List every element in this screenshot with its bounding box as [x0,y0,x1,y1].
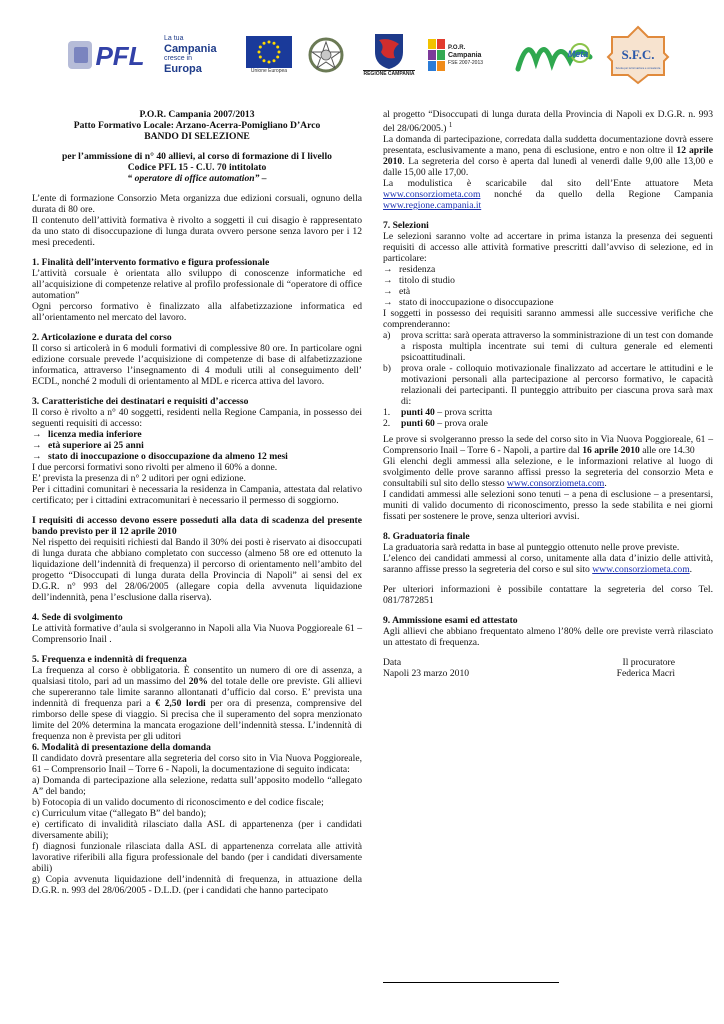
list-item: → titolo di studio [383,275,455,287]
section-2-p1: Il corso si articolerà in 6 moduli formativi di complessive 80 ore. In particolare ogni edizione corsuale prevede l’acquisizione di competenze di base di alfabetizzazione informatica, attraverso l’insegnamento di 4 moduli utili al conseguimento dell’ ECDL, nonché 2 moduli di orientamento al MDL e ricerca attiva del lavoro. [32,343,362,387]
campania-europa-logo: La tua Campania cresce in Europa [164,35,217,75]
por-campania-logo: P.O.R. Campania FSE 2007-2013 [428,24,502,86]
meta-logo [514,24,594,86]
section-7-title: 7. Selezioni [383,220,429,232]
section-6-p1: Il candidato dovrà presentare alla segreteria del corso sito in Via Nuova Poggioreale, 61 – Comprensorio Inail – Torre 6 - Napoli, la documentazione di seguito indicata: [32,753,362,775]
requirements-reserve: Nel rispetto dei requisiti richiesti dal Bando il 30% dei posti è riservato ai disoccupati di lunga durata che abbiano completato con successo (almeno 58 ore ed ottenuto la liquidazione dell’indennità di frequenza) il percorso di orientamento nell’ambito del progetto “Disoccupati di lunga durata della Provincia di Napoli” ai sensi del ex D.G.R. n° 993 del 28/06/2005 (allegare copia della avvenuta liquidazione dell’indennità, pena l’esclusione dalla riserva). [32,537,362,603]
section-4-p1: Le attività formative d’aula si svolgeranno in Napoli alla Via Nuova Poggioreale 61 – Comprensorio Inail . [32,623,362,645]
section-8-p3: Per ulteriori informazioni è possibile contattare la segreteria del corso Tel. 081/7872851 [383,584,713,607]
section-7-p2: I soggetti in possesso dei requisiti saranno ammessi alle successive verifiche che comprenderanno: [383,308,713,331]
section-3-p2: I due percorsi formativi sono rivolti per almeno il 60% a donne. [32,462,278,473]
section-6-item-a: a) Domanda di partecipazione alla selezione, redatta sull’apposito modello “allegato A” del bando; [32,775,362,797]
header-line-4: per l’ammissione di n° 40 allievi, al corso di formazione di I livello [62,151,332,162]
section-3-p1: Il corso è rivolto a n° 40 soggetti, residenti nella Regione Campania, in possesso dei seguenti requisiti di accesso: [32,407,362,429]
intro-p1: L’ente di formazione Consorzio Meta organizza due edizioni corsuali, ognuno della durata di 80 ore. [32,193,362,215]
section-7-p1: Le selezioni saranno volte ad accertare in prima istanza la presenza dei seguenti requisiti di accesso alle attività formative prescritti dall’avviso di selezione, ed in particolare: [383,231,713,265]
section-8-title: 8. Graduatoria finale [383,531,470,543]
section-6-p2: La domanda di partecipazione, corredata dalla suddetta documentazione dovrà essere presentata, esclusivamente a mano, pena di esclusione, entro e non oltre il 12 aprile 2010. La segreteria del corso è aperta dal lunedì al venerdì dalle 9,00 alle 13,00 e dalle 15,00 alle 17,00. [383,134,713,179]
section-8-p2: L’elenco dei candidati ammessi al corso, unitamente alla data d’inizio delle attività, saranno affisse presso la segreteria del corso e sul sito www.consorziometa.com. [383,553,713,576]
section-3-p3: E’ prevista la presenza di n° 2 uditori per ogni edizione. [32,473,246,484]
arrow-icon: → [32,429,42,440]
sfc-logo [606,24,670,86]
arrow-icon: → [383,286,393,298]
eu-stars-icon [246,36,292,68]
arrow-icon: → [32,440,42,451]
regione-website-link[interactable]: www.regione.campania.it [383,200,482,212]
section-7-p3: Le prove si svolgeranno presso la sede del corso sito in Via Nuova Poggioreale, 61 – Comprensorio Inail – Torre 6 - Napoli, a partire dal 16 aprile 2010 alle ore 14.30 [383,434,713,457]
section-1-p2: Ogni percorso formativo è finalizzato alla alfabetizzazione informatica ed all’orientamento nel mercato del lavoro. [32,301,362,323]
section-3-title: 3. Caratteristiche dei destinatari e requisiti d’accesso [32,396,249,407]
signature-row-1 [383,657,713,668]
section-7-p4: Gli elenchi degli ammessi alla selezione, e le informazioni relative al luogo di svolgimento delle prove saranno affissi presso la segreteria del consorzio Meta e consultabili sul sito dello stesso www.consorziometa.com. [383,456,713,490]
list-item: → età superiore ai 25 anni [32,440,144,451]
list-item: a) prova scritta: sarà operata attraverso la somministrazione di un test con domande a risposta multipla incentrate sui temi di cultura generale ed elementi psicoattitudinali. [383,330,713,364]
section-3-p4: Per i cittadini comunitari è necessaria la residenza in Campania, attestata dal relativo certificato; per i cittadini extracomunitari è necessario il permesso di soggiorno. [32,484,362,506]
header-line-1: P.O.R. Campania 2007/2013 [139,109,255,120]
por-color-blocks [428,39,445,71]
arrow-icon: → [383,275,393,287]
procuratore-label: Il procuratore [622,657,675,669]
intro-p2: Il contenuto dell’attività formativa è rivolto a soggetti il cui disagio è rappresentato da uno stato di disoccupazione di lunga durata ovvero persone senza lavoro per i 12 mesi precedenti. [32,215,362,248]
list-item: b) prova orale - colloquio motivazionale finalizzato ad accertare le attitudini e le motivazioni personali alla partecipazione al percorso formativo, le capacità relazionali dei partecipanti. Il punteggio attribuito per ciascuna prova sarà max di: [383,363,713,408]
section-6-title: 6. Modalità di presentazione della domanda [32,742,211,753]
section-6-item-g: g) Copia avvenuta liquidazione dell’indennità di frequenza, in attuazione della D.G.R. n. 993 del 28/06/2005 - D.L.D. (per i candidati che hanno partecipato [32,874,362,896]
logo-strip [60,24,670,86]
requirements-deadline: I requisiti di accesso devono essere posseduti alla data di scadenza del presente bando previsto per il 12 aprile 2010 [32,515,362,537]
svg-text:S.F.C.: S.F.C. [621,47,655,62]
section-6-item-c: c) Curriculum vitae (“allegato B” del bando); [32,808,207,819]
footnote-ref: 1 [448,121,453,129]
signature-row-2 [383,668,713,679]
header-line-6: “ operatore di office automation” – [127,173,267,184]
left-column [32,109,362,896]
arrow-icon: → [383,297,393,309]
header-line-5: Codice PFL 15 - C.U. 70 intitolato [127,162,267,173]
section-6-item-f: f) diagnosi funzionale rilasciata dalla ASL di appartenenza correlata alle attività lavorative riferibili alla figura professionale del bando (per i candidati diversamente abili) [32,841,362,874]
section-6-item-b: b) Fotocopia di un valido documento di riconoscimento e del codice fiscale; [32,797,324,808]
list-item: → licenza media inferiore [32,429,142,440]
list-item: → stato di inoccupazione o disoccupazione [383,297,554,309]
arrow-icon: → [383,264,393,276]
regione-campania-logo: REGIONE CAMPANIA [360,24,418,86]
list-item: → residenza [383,264,436,276]
svg-text:Meta: Meta [567,49,589,59]
section-5-p1: La frequenza al corso è obbligatoria. È consentito un numero di ore di assenza, a qualsiasi titolo, pari ad un massimo del 20% del totale delle ore previste. Gli allievi che supereranno tale limite saranno allontanati d’ufficio dal corso. E’ prevista una indennità di frequenza pari a € 2,50 lordi per ora di presenza, comprensive del rimborso delle spese di viaggio. Si precisa che il superamento del sopra menzionato limite del 20% determina la mancata erogazione dell’indennità stessa. L’indennità di frequenza non è prevista per gli uditori [32,665,363,742]
section-6-item-e: e) certificato di invalidità rilasciato dalla ASL di appartenenza (per i candidati diversamente abili); [32,819,362,841]
meta-website-link[interactable]: www.consorziometa.com [506,478,605,490]
date-value: Napoli 23 marzo 2010 [383,668,470,680]
eu-flag-logo: Unione Europea [244,24,294,86]
right-column [383,109,713,679]
pfl-logo [68,24,158,86]
section-5-title: 5. Frequenza e indennità di frequenza [32,654,187,665]
section-1-title: 1. Finalità dell’intervento formativo e figura professionale [32,257,270,268]
section-6-p3: La modulistica è scaricabile dal sito dell’Ente attuatore Meta www.consorziometa.com nonché da quello della Regione Campania www.regione.campania.it [383,178,713,212]
section-8-p1: La graduatoria sarà redatta in base al punteggio ottenuto nelle prove previste. [383,542,680,554]
list-item: 1. punti 40 – prova scritta [383,407,493,419]
section-2-title: 2. Articolazione e durata del corso [32,332,172,343]
section-1-p1: L’attività corsuale è orientata allo sviluppo di conoscenze informatiche ed all’acquisizione di competenze relative al profilo professionale di “operatore di office automation” [32,268,362,301]
section-7-p5: I candidati ammessi alle selezioni sono tenuti – a pena di esclusione – a presentarsi, muniti di valido documento di riconoscimento, presso la sede stabilita e nei giorni fissati per sostenere le prove, senza ulteriori avvisi. [383,489,713,523]
header-line-2: Patto Formativo Locale: Arzano-Acerra-Pomigliano D’Arco [73,120,321,131]
list-item: → età [383,286,411,298]
italian-republic-emblem [304,24,348,86]
meta-website-link[interactable]: www.consorziometa.com [592,564,690,576]
section-9-title: 9. Ammissione esami ed attestato [383,615,518,627]
arrow-icon: → [32,451,42,462]
procuratore-name: Federica Macrì [616,668,675,680]
list-item: 2. punti 60 – prova orale [383,418,488,430]
date-label: Data [383,657,402,669]
meta-website-link[interactable]: www.consorziometa.com [383,189,481,201]
header-line-3: BANDO DI SELEZIONE [144,131,250,142]
section-4-title: 4. Sede di svolgimento [32,612,123,623]
footnote-separator [383,982,559,983]
section-9-p1: Agli allievi che abbiano frequentato almeno l’80% delle ore previste verrà rilasciato un attestato di frequenza. [383,626,713,649]
svg-text:Scuola per la formazione e con: Scuola per la formazione e consulenza [615,67,661,70]
list-item: → stato di inoccupazione o disoccupazione da almeno 12 mesi [32,451,288,462]
section-6-item-g-cont: al progetto “Disoccupati di lunga durata della Provincia di Napoli ex D.G.R. n. 993 del 28/06/2005.) $^1$ [383,109,713,135]
svg-text:PFL: PFL [95,41,145,71]
